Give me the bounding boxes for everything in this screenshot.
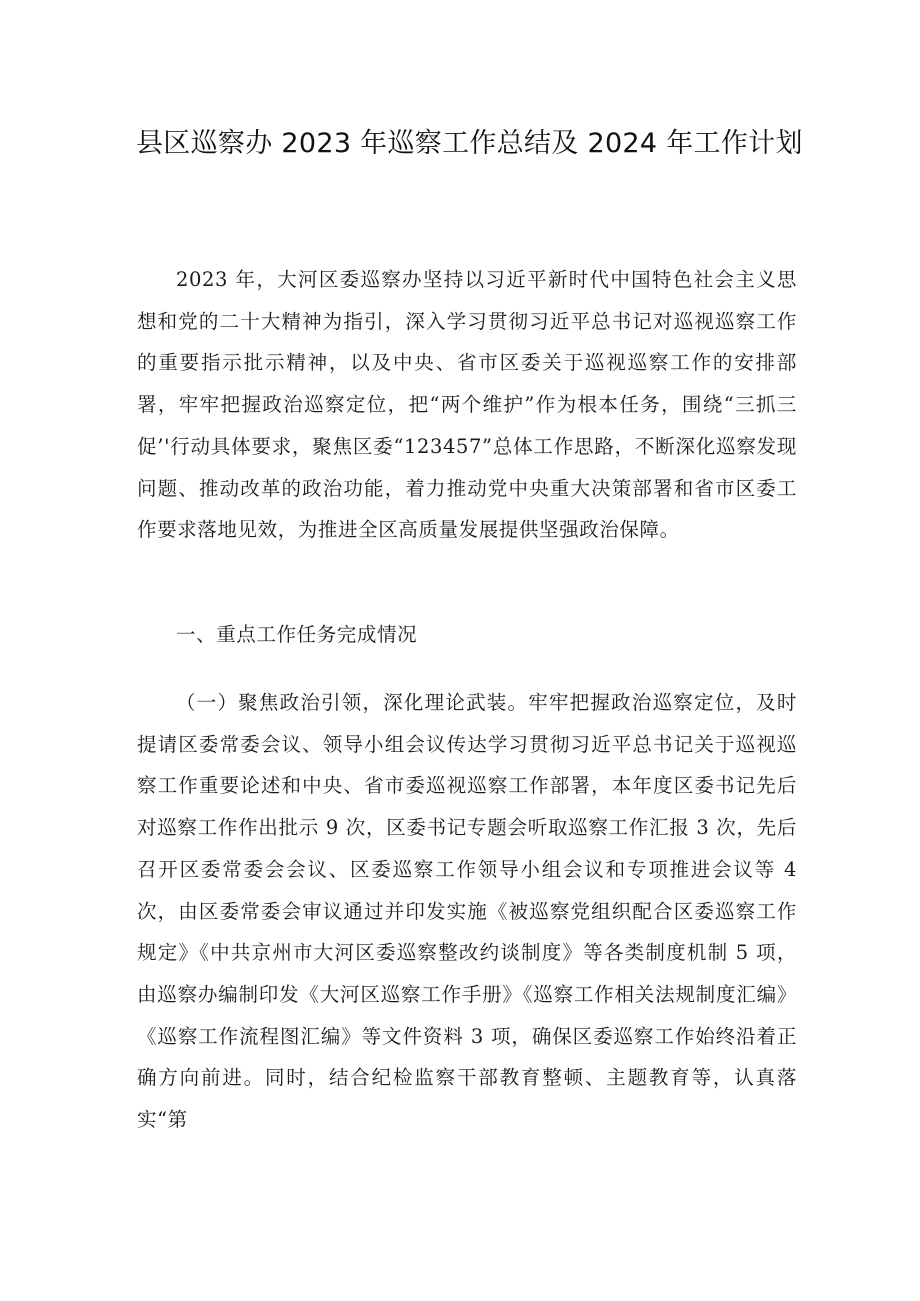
section-heading: 一、重点工作任务完成情况 (176, 623, 418, 646)
intro-paragraph: 2023 年，大河区委巡察办坚持以习近平新时代中国特色社会主义思想和党的二十大精神为指引，深入学习贯彻习近平总书记对巡视巡察工作的重要指示批示精神，以及中央、省市区委关于巡视巡察工作的安排部署，牢牢把握政治巡察定位，把“两个维护”作为根本任务，围绕“三抓三促’'行动具体要求，聚焦区委“123457”总体工作思路，不断深化巡察发现问题、推动改革的政治功能，着力推动党中央重大决策部署和省市区委工作要求落地见效，为推进全区高质量发展提供坚强政治保障。 (137, 268, 797, 542)
subsection-paragraph: （一）聚焦政治引领，深化理论武装。牢牢把握政治巡察定位，及时提请区委常委会议、领导小组会议传达学习贯彻习近平总书记关于巡视巡察工作重要论述和中央、省市委巡视巡察工作部署，本年度区委书记先后对巡察工作作出批示 9 次，区委书记专题会听取巡察工作汇报 3 次，先后召开区委常委会会议、区委巡察工作领导小组会议和专项推进会议等 4 次，由区委常委会审议通过并印发实施《被巡察党组织配合区委巡察工作规定》《中共京州市大河区委巡察整改约谈制度》等各类制度机制 5 项，由巡察办编制印发《大河区巡察工作手册》《巡察工作相关法规制度汇编》《巡察工作流程图汇编》等文件资料 3 项，确保区委巡察工作始终沿着正确方向前进。同时，结合纪检监察干部教育整顿、主题教育等，认真落实“第 (137, 691, 797, 1132)
document-title: 县区巡察办 2023 年巡察工作总结及 2024 年工作计划 (136, 128, 803, 159)
